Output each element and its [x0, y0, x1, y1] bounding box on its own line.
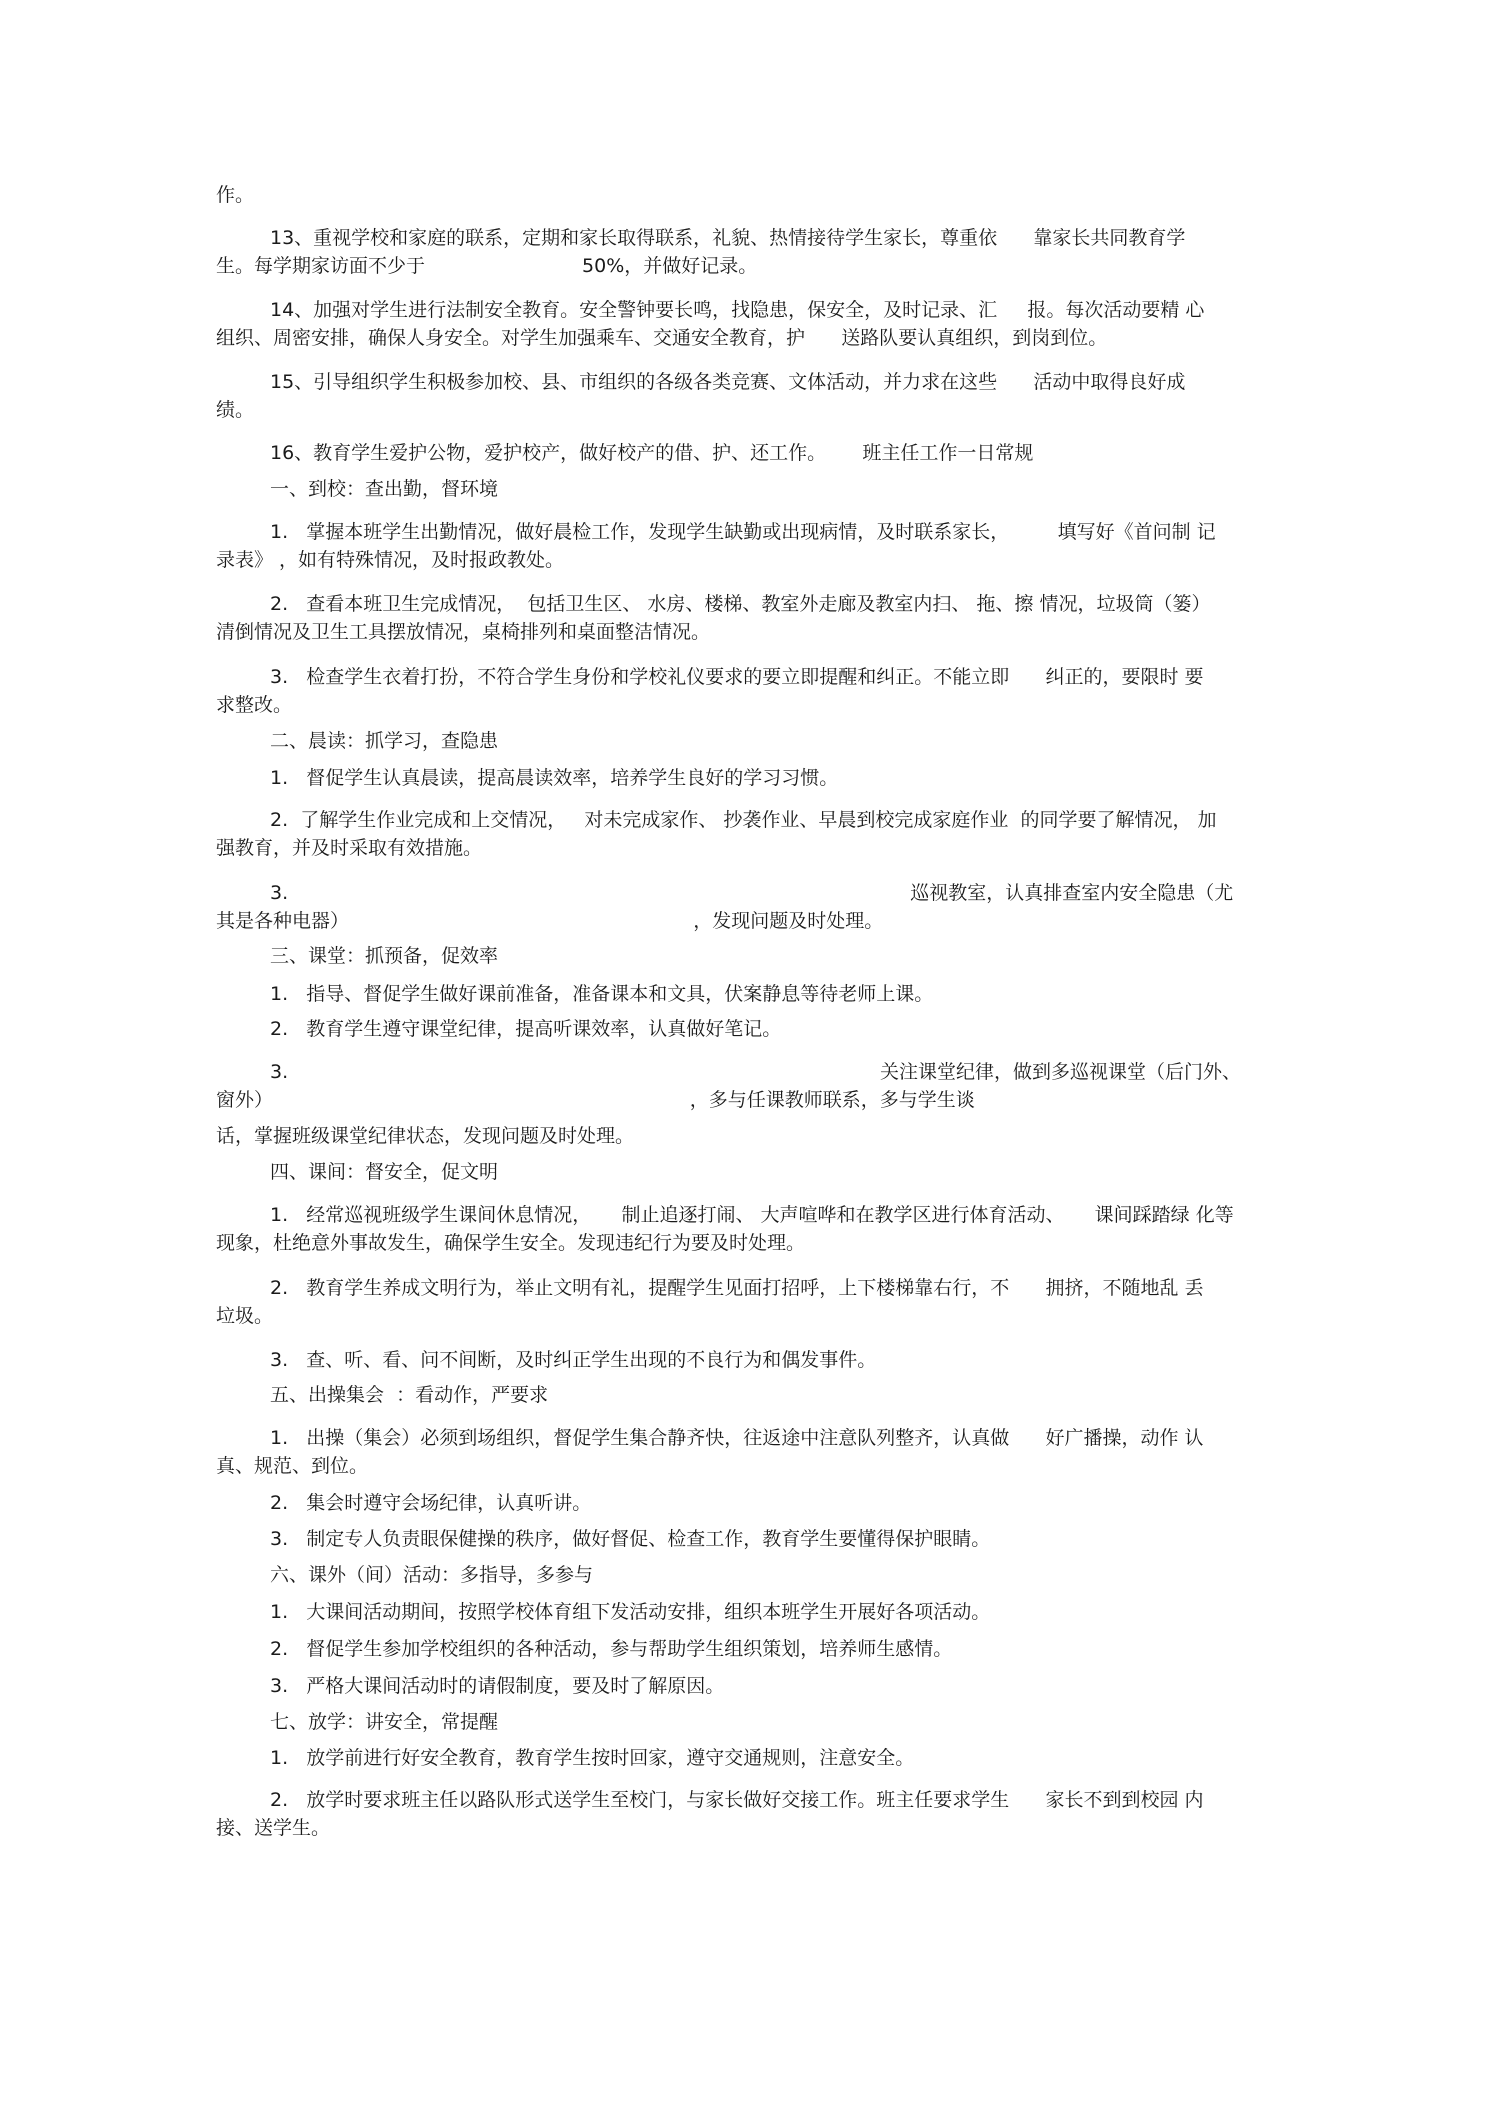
text-line: 14、加强对学生进行法制安全教育。安全警钟要长鸣，找隐患，保安全，及时记录、汇 报。每次活动要精 心: [270, 299, 1205, 321]
text-line: 3. 检查学生衣着打扮，不符合学生身份和学校礼仪要求的要立即提醒和纠正。不能立即 纠正的，要限时 要: [270, 666, 1204, 688]
text-line: 1. 大课间活动期间，按照学校体育组下发活动安排，组织本班学生开展好各项活动。: [270, 1601, 991, 1623]
text-line: 接、送学生。: [216, 1817, 331, 1839]
section-heading: 六、课外（间）活动：多指导，多参与: [270, 1564, 594, 1586]
text-line: 2. 教育学生遵守课堂纪律，提高听课效率，认真做好笔记。: [270, 1018, 782, 1040]
text-line: 组织、周密安排，确保人身安全。对学生加强乘车、交通安全教育，护 送路队要认真组织，到岗到位。: [216, 327, 1108, 349]
text-line: 录表》 ，如有特殊情况，及时报政教处。: [216, 549, 565, 571]
text-line: 强教育，并及时采取有效措施。: [216, 837, 483, 859]
text-line: 求整改。: [216, 694, 293, 716]
text-line: 现象，杜绝意外事故发生，确保学生安全。发现违纪行为要及时处理。: [216, 1232, 806, 1254]
section-heading: 一、到校：查出勤，督环境: [270, 478, 499, 500]
text-line: 2. 督促学生参加学校组织的各种活动，参与帮助学生组织策划，培养师生感情。: [270, 1638, 953, 1660]
text-line: 绩。: [216, 399, 255, 421]
text-line: 其是各种电器） ，发现问题及时处理。: [216, 910, 884, 932]
text-line: 窗外） ，多与任课教师联系，多与学生谈: [216, 1089, 975, 1111]
text-line: 3. 严格大课间活动时的请假制度，要及时了解原因。: [270, 1675, 725, 1697]
text-line: 3. 关注课堂纪律，做到多巡视课堂（后门外、: [270, 1061, 1242, 1083]
section-heading: 五、出操集会 ：看动作，严要求: [270, 1384, 549, 1406]
section-heading: 二、晨读：抓学习，查隐患: [270, 730, 499, 752]
text-line: 13、重视学校和家庭的联系，定期和家长取得联系，礼貌、热情接待学生家长，尊重依 靠家长共同教育学: [270, 227, 1186, 249]
text-line: 1. 经常巡视班级学生课间休息情况， 制止追逐打闹、 大声喧哗和在教学区进行体育活动、 课间踩踏绿 化等: [270, 1204, 1234, 1226]
text-line: 1. 指导、督促学生做好课前准备，准备课本和文具，伏案静息等待老师上课。: [270, 983, 934, 1005]
text-line: 15、引导组织学生积极参加校、县、市组织的各级各类竞赛、文体活动，并力求在这些 活动中取得良好成: [270, 371, 1186, 393]
text-line: 2. 集会时遵守会场纪律，认真听讲。: [270, 1492, 592, 1514]
text-line: 2. 放学时要求班主任以路队形式送学生至校门，与家长做好交接工作。班主任要求学生 家长不到到校园 内: [270, 1789, 1204, 1811]
text-line: 话，掌握班级课堂纪律状态，发现问题及时处理。: [216, 1125, 635, 1147]
section-heading: 七、放学：讲安全，常提醒: [270, 1711, 499, 1733]
text-line: 1. 放学前进行好安全教育，教育学生按时回家，遵守交通规则，注意安全。: [270, 1747, 915, 1769]
text-line: 垃圾。: [216, 1305, 274, 1327]
text-line: 2. 查看本班卫生完成情况， 包括卫生区、 水房、楼梯、教室外走廊及教室内扫、 拖、擦 情况，垃圾筒（篓）: [270, 593, 1211, 615]
text-line: 2. 了解学生作业完成和上交情况， 对未完成家作、 抄袭作业、早晨到校完成家庭作业 的同学要了解情况， 加: [270, 809, 1217, 831]
section-heading: 三、课堂：抓预备，促效率: [270, 945, 499, 967]
text-line: 清倒情况及卫生工具摆放情况，桌椅排列和桌面整洁情况。: [216, 621, 711, 643]
section-heading: 四、课间：督安全，促文明: [270, 1161, 499, 1183]
text-line: 3. 查、听、看、问不间断，及时纠正学生出现的不良行为和偶发事件。: [270, 1349, 877, 1371]
text-line: 1. 掌握本班学生出勤情况，做好晨检工作，发现学生缺勤或出现病情，及时联系家长， 填写好《首问制 记: [270, 521, 1216, 543]
text-line: 1. 出操（集会）必须到场组织，督促学生集合静齐快，往返途中注意队列整齐，认真做 好广播操，动作 认: [270, 1427, 1204, 1449]
text-line: 16、教育学生爱护公物，爱护校产，做好校产的借、护、还工作。 班主任工作一日常规: [270, 442, 1034, 464]
text-line: 3. 巡视教室，认真排查室内安全隐患（尤: [270, 882, 1234, 904]
text-line: 作。: [216, 184, 255, 206]
text-line: 1. 督促学生认真晨读，提高晨读效率，培养学生良好的学习习惯。: [270, 767, 839, 789]
text-line: 3. 制定专人负责眼保健操的秩序，做好督促、检查工作，教育学生要懂得保护眼睛。: [270, 1528, 991, 1550]
text-line: 真、规范、到位。: [216, 1455, 369, 1477]
text-line: 生。每学期家访面不少于 50%，并做好记录。: [216, 255, 758, 277]
text-line: 2. 教育学生养成文明行为，举止文明有礼，提醒学生见面打招呼，上下楼梯靠右行，不 拥挤，不随地乱 丢: [270, 1277, 1204, 1299]
